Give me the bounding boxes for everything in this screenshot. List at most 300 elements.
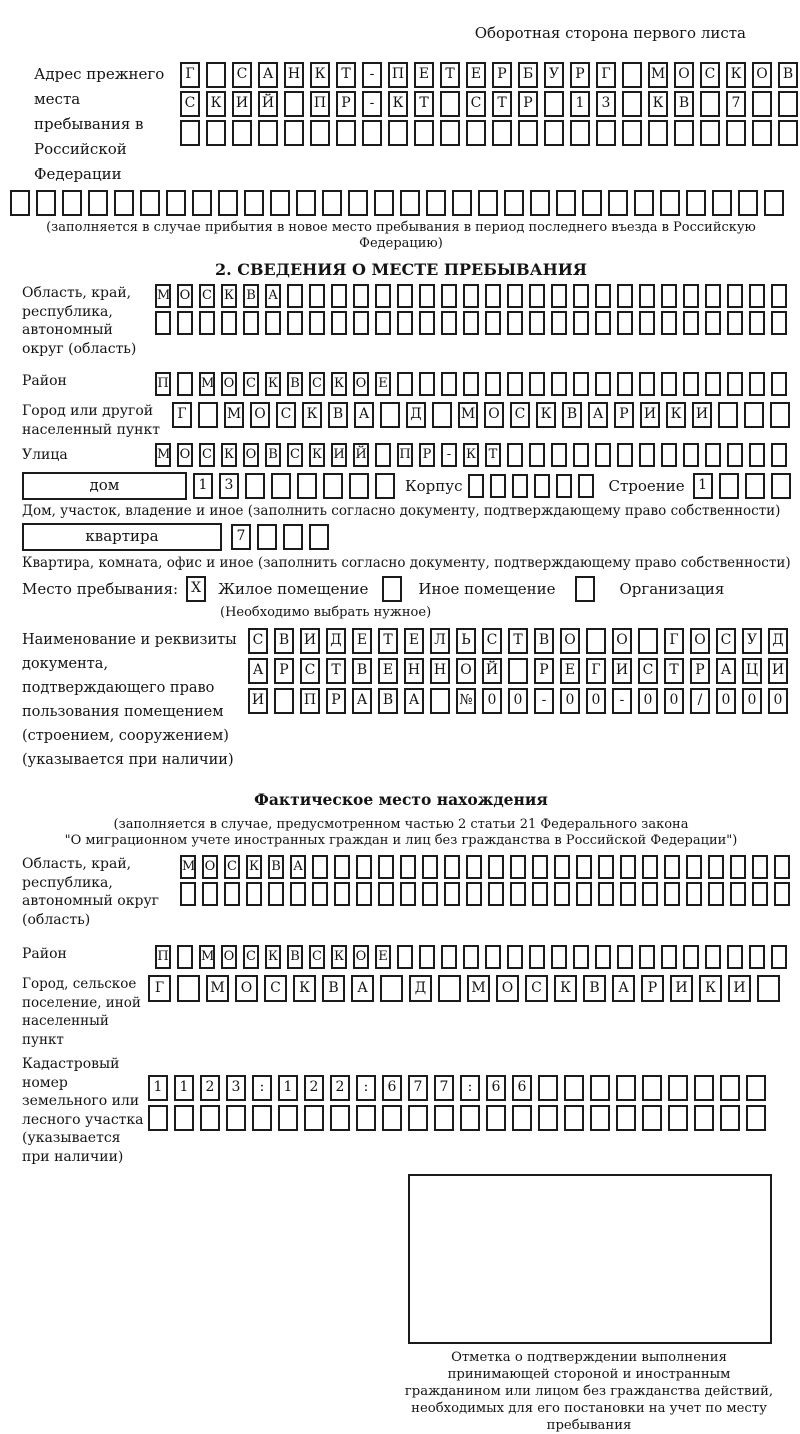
char-box[interactable] xyxy=(221,311,237,335)
char-box[interactable]: В xyxy=(583,975,606,1002)
char-box[interactable]: О xyxy=(177,284,193,308)
char-box[interactable]: С xyxy=(482,628,502,654)
char-box[interactable] xyxy=(718,402,738,428)
char-box[interactable]: 3 xyxy=(596,91,616,117)
char-box[interactable]: С xyxy=(232,62,252,88)
char-box[interactable] xyxy=(705,372,721,396)
char-box[interactable]: В xyxy=(287,372,303,396)
char-box[interactable]: Н xyxy=(404,658,424,684)
char-box[interactable]: О xyxy=(496,975,519,1002)
char-box[interactable] xyxy=(642,1075,662,1101)
char-box[interactable]: М xyxy=(199,945,215,969)
char-box[interactable]: О xyxy=(235,975,258,1002)
char-box[interactable]: 0 xyxy=(482,688,502,714)
char-box[interactable] xyxy=(309,284,325,308)
char-box[interactable] xyxy=(664,882,680,906)
char-box[interactable] xyxy=(166,190,186,216)
char-box[interactable] xyxy=(551,372,567,396)
char-box[interactable] xyxy=(749,311,765,335)
char-box[interactable] xyxy=(440,91,460,117)
char-box[interactable]: О xyxy=(250,402,270,428)
char-box[interactable] xyxy=(770,402,790,428)
char-box[interactable]: № xyxy=(456,688,476,714)
char-box[interactable] xyxy=(419,284,435,308)
char-box[interactable] xyxy=(432,402,452,428)
char-box[interactable] xyxy=(485,372,501,396)
char-box[interactable] xyxy=(551,443,567,467)
char-box[interactable] xyxy=(485,311,501,335)
char-box[interactable] xyxy=(586,628,606,654)
char-box[interactable] xyxy=(452,190,472,216)
char-box[interactable] xyxy=(639,372,655,396)
char-box[interactable] xyxy=(257,524,277,550)
char-box[interactable]: Р xyxy=(326,688,346,714)
char-box[interactable]: Т xyxy=(485,443,501,467)
char-box[interactable]: О xyxy=(752,62,772,88)
char-box[interactable] xyxy=(245,473,265,499)
char-box[interactable]: К xyxy=(221,284,237,308)
char-box[interactable] xyxy=(727,945,743,969)
char-box[interactable] xyxy=(595,945,611,969)
char-box[interactable]: 0 xyxy=(560,688,580,714)
char-box[interactable] xyxy=(738,190,758,216)
char-box[interactable]: Е xyxy=(375,945,391,969)
char-box[interactable] xyxy=(771,473,791,499)
char-box[interactable]: М xyxy=(458,402,478,428)
apartment-type-box[interactable]: квартира xyxy=(22,523,222,551)
char-box[interactable] xyxy=(218,190,238,216)
char-box[interactable] xyxy=(444,882,460,906)
char-box[interactable] xyxy=(192,190,212,216)
char-box[interactable] xyxy=(686,190,706,216)
char-box[interactable]: 6 xyxy=(512,1075,532,1101)
char-box[interactable]: Ц xyxy=(742,658,762,684)
char-box[interactable] xyxy=(705,945,721,969)
char-box[interactable]: И xyxy=(300,628,320,654)
char-box[interactable] xyxy=(422,855,438,879)
char-box[interactable]: К xyxy=(648,91,668,117)
char-box[interactable]: С xyxy=(180,91,200,117)
char-box[interactable] xyxy=(507,372,523,396)
char-box[interactable]: М xyxy=(199,372,215,396)
char-box[interactable]: С xyxy=(276,402,296,428)
char-box[interactable]: - xyxy=(534,688,554,714)
char-box[interactable]: - xyxy=(362,62,382,88)
char-box[interactable]: А xyxy=(290,855,306,879)
char-box[interactable] xyxy=(686,855,702,879)
char-box[interactable] xyxy=(661,945,677,969)
char-box[interactable]: В xyxy=(562,402,582,428)
char-box[interactable] xyxy=(270,190,290,216)
char-box[interactable]: С xyxy=(243,372,259,396)
char-box[interactable]: А xyxy=(248,658,268,684)
char-box[interactable] xyxy=(529,311,545,335)
char-box[interactable]: П xyxy=(155,372,171,396)
char-box[interactable]: : xyxy=(252,1075,272,1101)
char-box[interactable] xyxy=(590,1105,610,1131)
char-box[interactable] xyxy=(661,311,677,335)
char-box[interactable]: К xyxy=(206,91,226,117)
char-box[interactable] xyxy=(596,120,616,146)
char-box[interactable] xyxy=(174,1105,194,1131)
char-box[interactable]: В xyxy=(352,658,372,684)
char-box[interactable] xyxy=(510,882,526,906)
char-box[interactable] xyxy=(296,190,316,216)
char-box[interactable]: В xyxy=(268,855,284,879)
char-box[interactable]: В xyxy=(322,975,345,1002)
char-box[interactable] xyxy=(642,882,658,906)
char-box[interactable] xyxy=(551,311,567,335)
char-box[interactable] xyxy=(642,1105,662,1131)
char-box[interactable] xyxy=(564,1105,584,1131)
char-box[interactable] xyxy=(419,372,435,396)
char-box[interactable] xyxy=(226,1105,246,1131)
char-box[interactable]: Т xyxy=(492,91,512,117)
char-box[interactable]: М xyxy=(206,975,229,1002)
char-box[interactable]: П xyxy=(388,62,408,88)
char-box[interactable]: В xyxy=(265,443,281,467)
char-box[interactable]: В xyxy=(243,284,259,308)
char-box[interactable] xyxy=(544,91,564,117)
char-box[interactable] xyxy=(180,120,200,146)
char-box[interactable] xyxy=(244,190,264,216)
char-box[interactable] xyxy=(639,945,655,969)
char-box[interactable] xyxy=(444,855,460,879)
char-box[interactable] xyxy=(330,1105,350,1131)
char-box[interactable]: К xyxy=(699,975,722,1002)
char-box[interactable] xyxy=(478,190,498,216)
char-box[interactable]: Р xyxy=(492,62,512,88)
char-box[interactable]: С xyxy=(264,975,287,1002)
char-box[interactable]: Е xyxy=(414,62,434,88)
char-box[interactable] xyxy=(206,62,226,88)
char-box[interactable] xyxy=(617,372,633,396)
char-box[interactable]: С xyxy=(243,945,259,969)
char-box[interactable]: А xyxy=(351,975,374,1002)
char-box[interactable] xyxy=(297,473,317,499)
char-box[interactable] xyxy=(336,120,356,146)
char-box[interactable] xyxy=(463,945,479,969)
char-box[interactable]: С xyxy=(510,402,530,428)
char-box[interactable] xyxy=(529,443,545,467)
char-box[interactable]: И xyxy=(692,402,712,428)
char-box[interactable]: Р xyxy=(518,91,538,117)
char-box[interactable] xyxy=(486,1105,506,1131)
char-box[interactable] xyxy=(749,372,765,396)
char-box[interactable] xyxy=(648,120,668,146)
char-box[interactable]: Н xyxy=(430,658,450,684)
checkbox-residential[interactable]: X xyxy=(186,576,206,602)
char-box[interactable]: С xyxy=(287,443,303,467)
char-box[interactable]: 0 xyxy=(742,688,762,714)
char-box[interactable] xyxy=(224,882,240,906)
char-box[interactable] xyxy=(639,284,655,308)
char-box[interactable] xyxy=(202,882,218,906)
char-box[interactable]: Т xyxy=(414,91,434,117)
char-box[interactable]: А xyxy=(404,688,424,714)
char-box[interactable] xyxy=(752,882,768,906)
char-box[interactable] xyxy=(700,120,720,146)
char-box[interactable]: С xyxy=(716,628,736,654)
char-box[interactable] xyxy=(595,443,611,467)
char-box[interactable] xyxy=(554,882,570,906)
char-box[interactable] xyxy=(265,311,281,335)
char-box[interactable] xyxy=(180,882,196,906)
char-box[interactable] xyxy=(720,1075,740,1101)
char-box[interactable] xyxy=(620,855,636,879)
char-box[interactable]: 1 xyxy=(148,1075,168,1101)
char-box[interactable] xyxy=(177,975,200,1002)
char-box[interactable]: Т xyxy=(336,62,356,88)
char-box[interactable] xyxy=(617,443,633,467)
char-box[interactable] xyxy=(771,372,787,396)
char-box[interactable]: О xyxy=(456,658,476,684)
char-box[interactable]: Е xyxy=(560,658,580,684)
char-box[interactable] xyxy=(430,688,450,714)
char-box[interactable] xyxy=(694,1075,714,1101)
char-box[interactable] xyxy=(551,284,567,308)
char-box[interactable]: Р xyxy=(690,658,710,684)
char-box[interactable] xyxy=(757,975,780,1002)
char-box[interactable]: 2 xyxy=(200,1075,220,1101)
char-box[interactable] xyxy=(375,311,391,335)
char-box[interactable] xyxy=(155,311,171,335)
char-box[interactable] xyxy=(460,1105,480,1131)
char-box[interactable] xyxy=(468,474,484,498)
char-box[interactable] xyxy=(488,855,504,879)
char-box[interactable] xyxy=(534,474,550,498)
char-box[interactable] xyxy=(356,1105,376,1131)
char-box[interactable] xyxy=(10,190,30,216)
char-box[interactable]: М xyxy=(467,975,490,1002)
char-box[interactable] xyxy=(441,311,457,335)
char-box[interactable]: В xyxy=(274,628,294,654)
char-box[interactable] xyxy=(206,120,226,146)
char-box[interactable] xyxy=(752,855,768,879)
char-box[interactable] xyxy=(746,1105,766,1131)
char-box[interactable] xyxy=(177,372,193,396)
char-box[interactable] xyxy=(683,311,699,335)
char-box[interactable] xyxy=(148,1105,168,1131)
char-box[interactable]: Т xyxy=(378,628,398,654)
char-box[interactable]: Б xyxy=(518,62,538,88)
char-box[interactable] xyxy=(397,945,413,969)
char-box[interactable]: Л xyxy=(430,628,450,654)
char-box[interactable]: Д xyxy=(326,628,346,654)
char-box[interactable]: О xyxy=(690,628,710,654)
char-box[interactable] xyxy=(771,284,787,308)
char-box[interactable] xyxy=(199,311,215,335)
char-box[interactable] xyxy=(661,372,677,396)
char-box[interactable] xyxy=(598,882,614,906)
char-box[interactable] xyxy=(538,1105,558,1131)
char-box[interactable]: С xyxy=(525,975,548,1002)
char-box[interactable]: 2 xyxy=(330,1075,350,1101)
char-box[interactable]: У xyxy=(544,62,564,88)
char-box[interactable]: - xyxy=(362,91,382,117)
char-box[interactable] xyxy=(705,311,721,335)
char-box[interactable] xyxy=(310,120,330,146)
char-box[interactable] xyxy=(177,311,193,335)
char-box[interactable] xyxy=(730,882,746,906)
char-box[interactable] xyxy=(287,311,303,335)
char-box[interactable]: 7 xyxy=(408,1075,428,1101)
char-box[interactable] xyxy=(312,882,328,906)
char-box[interactable] xyxy=(752,91,772,117)
char-box[interactable] xyxy=(508,658,528,684)
char-box[interactable]: К xyxy=(293,975,316,1002)
char-box[interactable] xyxy=(530,190,550,216)
char-box[interactable] xyxy=(382,1105,402,1131)
char-box[interactable] xyxy=(617,311,633,335)
char-box[interactable]: К xyxy=(246,855,262,879)
char-box[interactable] xyxy=(88,190,108,216)
char-box[interactable] xyxy=(378,882,394,906)
char-box[interactable]: Е xyxy=(352,628,372,654)
char-box[interactable]: 7 xyxy=(231,524,251,550)
char-box[interactable] xyxy=(512,474,528,498)
char-box[interactable]: 3 xyxy=(226,1075,246,1101)
char-box[interactable] xyxy=(36,190,56,216)
char-box[interactable] xyxy=(463,284,479,308)
char-box[interactable] xyxy=(512,1105,532,1131)
char-box[interactable] xyxy=(485,284,501,308)
char-box[interactable] xyxy=(362,120,382,146)
char-box[interactable]: 1 xyxy=(278,1075,298,1101)
char-box[interactable] xyxy=(353,284,369,308)
char-box[interactable]: И xyxy=(728,975,751,1002)
char-box[interactable] xyxy=(378,855,394,879)
char-box[interactable]: 0 xyxy=(638,688,658,714)
char-box[interactable] xyxy=(705,284,721,308)
char-box[interactable] xyxy=(441,284,457,308)
char-box[interactable]: Д xyxy=(406,402,426,428)
char-box[interactable]: О xyxy=(674,62,694,88)
char-box[interactable]: С xyxy=(309,372,325,396)
char-box[interactable]: А xyxy=(354,402,374,428)
char-box[interactable] xyxy=(284,120,304,146)
char-box[interactable] xyxy=(683,443,699,467)
char-box[interactable] xyxy=(463,372,479,396)
char-box[interactable] xyxy=(556,474,572,498)
char-box[interactable]: М xyxy=(155,284,171,308)
char-box[interactable] xyxy=(622,120,642,146)
char-box[interactable] xyxy=(749,284,765,308)
char-box[interactable]: Г xyxy=(148,975,171,1002)
char-box[interactable] xyxy=(419,945,435,969)
char-box[interactable]: С xyxy=(224,855,240,879)
char-box[interactable] xyxy=(686,882,702,906)
char-box[interactable] xyxy=(590,1075,610,1101)
char-box[interactable] xyxy=(683,372,699,396)
char-box[interactable]: И xyxy=(670,975,693,1002)
char-box[interactable]: Ь xyxy=(456,628,476,654)
char-box[interactable]: Е xyxy=(466,62,486,88)
char-box[interactable]: - xyxy=(612,688,632,714)
char-box[interactable] xyxy=(694,1105,714,1131)
char-box[interactable] xyxy=(617,945,633,969)
char-box[interactable] xyxy=(62,190,82,216)
char-box[interactable]: А xyxy=(716,658,736,684)
char-box[interactable] xyxy=(573,443,589,467)
char-box[interactable]: А xyxy=(352,688,372,714)
char-box[interactable]: О xyxy=(243,443,259,467)
char-box[interactable] xyxy=(749,945,765,969)
char-box[interactable] xyxy=(556,190,576,216)
char-box[interactable]: С xyxy=(300,658,320,684)
char-box[interactable] xyxy=(380,975,403,1002)
char-box[interactable] xyxy=(419,311,435,335)
char-box[interactable] xyxy=(720,1105,740,1131)
char-box[interactable]: - xyxy=(441,443,457,467)
char-box[interactable]: Г xyxy=(664,628,684,654)
char-box[interactable]: У xyxy=(742,628,762,654)
char-box[interactable]: А xyxy=(258,62,278,88)
char-box[interactable]: Г xyxy=(180,62,200,88)
char-box[interactable] xyxy=(639,443,655,467)
char-box[interactable] xyxy=(639,311,655,335)
char-box[interactable] xyxy=(749,443,765,467)
char-box[interactable]: Р xyxy=(419,443,435,467)
char-box[interactable] xyxy=(554,855,570,879)
char-box[interactable] xyxy=(595,372,611,396)
char-box[interactable] xyxy=(507,945,523,969)
char-box[interactable] xyxy=(334,882,350,906)
char-box[interactable] xyxy=(712,190,732,216)
char-box[interactable] xyxy=(598,855,614,879)
char-box[interactable]: И xyxy=(232,91,252,117)
char-box[interactable]: О xyxy=(560,628,580,654)
char-box[interactable] xyxy=(284,91,304,117)
char-box[interactable] xyxy=(700,91,720,117)
char-box[interactable] xyxy=(312,855,328,879)
char-box[interactable] xyxy=(664,855,680,879)
char-box[interactable]: 0 xyxy=(664,688,684,714)
char-box[interactable]: Д xyxy=(409,975,432,1002)
char-box[interactable] xyxy=(638,628,658,654)
char-box[interactable] xyxy=(544,120,564,146)
char-box[interactable] xyxy=(620,882,636,906)
char-box[interactable] xyxy=(322,190,342,216)
char-box[interactable]: К xyxy=(536,402,556,428)
char-box[interactable] xyxy=(353,311,369,335)
char-box[interactable]: Д xyxy=(768,628,788,654)
char-box[interactable] xyxy=(576,882,592,906)
char-box[interactable] xyxy=(617,284,633,308)
char-box[interactable] xyxy=(485,945,501,969)
char-box[interactable] xyxy=(518,120,538,146)
char-box[interactable] xyxy=(576,855,592,879)
char-box[interactable]: И xyxy=(640,402,660,428)
char-box[interactable] xyxy=(573,311,589,335)
char-box[interactable]: М xyxy=(648,62,668,88)
char-box[interactable] xyxy=(764,190,784,216)
char-box[interactable] xyxy=(422,882,438,906)
char-box[interactable] xyxy=(510,855,526,879)
char-box[interactable] xyxy=(375,284,391,308)
char-box[interactable] xyxy=(778,120,798,146)
char-box[interactable]: Й xyxy=(258,91,278,117)
char-box[interactable]: Р xyxy=(534,658,554,684)
char-box[interactable] xyxy=(727,284,743,308)
char-box[interactable]: 7 xyxy=(726,91,746,117)
char-box[interactable] xyxy=(356,855,372,879)
checkbox-other-premises[interactable] xyxy=(382,576,402,602)
char-box[interactable] xyxy=(287,284,303,308)
char-box[interactable] xyxy=(507,284,523,308)
char-box[interactable] xyxy=(232,120,252,146)
char-box[interactable]: П xyxy=(310,91,330,117)
